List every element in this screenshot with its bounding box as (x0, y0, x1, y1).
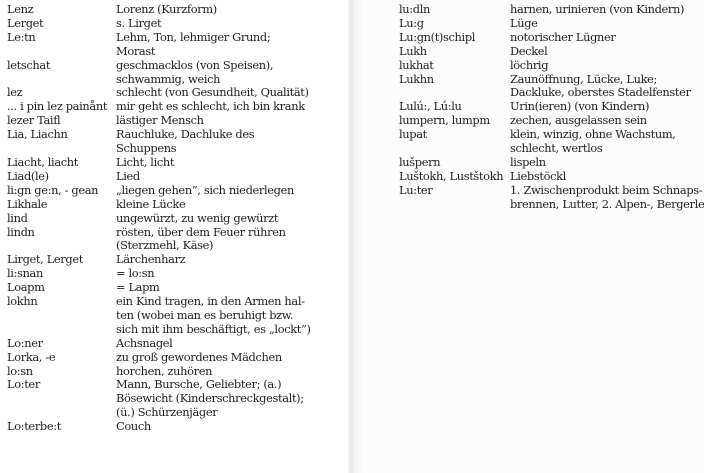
entry-definition (116, 351, 348, 365)
dictionary-entry (399, 114, 704, 128)
definition-line: Liebstöckl (510, 168, 566, 183)
definition-line: schlecht, wertlos (510, 141, 603, 156)
dictionary-entry (7, 267, 348, 281)
definition-line: geschmacklos (von Speisen), (116, 57, 274, 72)
entry-definition (510, 170, 704, 184)
entry-term: Lorka, -e (7, 349, 56, 364)
dictionary-entry (7, 198, 348, 212)
definition-line: Schuppens (116, 141, 177, 156)
definition-line: klein, winzig, ohne Wachstum, (510, 127, 676, 142)
definition-line: rösten, über dem Feuer rühren (116, 224, 286, 239)
entry-term: Lukhn (399, 71, 434, 86)
entry-term: li:gn ge:n, - gean (7, 182, 99, 197)
entry-definition (510, 184, 704, 212)
entry-definition (116, 378, 348, 420)
definition-line: Deckel (510, 43, 548, 58)
entry-definition (116, 31, 348, 59)
entry-definition (510, 73, 704, 101)
entry-term: Likhale (7, 196, 48, 211)
definition-line: sich mit ihm beschäftigt, es „lockt”) (116, 321, 311, 336)
dictionary-entry (399, 156, 704, 170)
dictionary-entry (7, 420, 348, 434)
definition-line: = lo:sn (116, 266, 155, 281)
entry-term: lumpern, lumpm (399, 113, 490, 128)
entry-definition (116, 170, 348, 184)
definition-line: mir geht es schlecht, ich bin krank (116, 99, 305, 114)
entry-definition (510, 17, 704, 31)
definition-line: Morast (116, 43, 156, 58)
definition-line: Lehm, Ton, lehmiger Grund; (116, 29, 271, 44)
entry-term: Liad(le) (7, 168, 49, 183)
entry-definition (116, 3, 348, 17)
definition-line: Achsnagel (116, 335, 173, 350)
definition-line: zechen, ausgelassen sein (510, 113, 647, 128)
entry-definition (116, 59, 348, 87)
dictionary-entry (399, 45, 704, 59)
entry-definition (116, 267, 348, 281)
definition-line: ungewürzt, zu wenig gewürzt (116, 210, 279, 225)
definition-line: brennen, Lutter, 2. Alpen-, Bergerle (510, 196, 704, 211)
dictionary-entry (7, 170, 348, 184)
dictionary-entry (7, 295, 348, 337)
entry-term: Liacht, liacht (7, 154, 79, 169)
dictionary-entry (399, 100, 704, 114)
dictionary-entry (7, 86, 348, 100)
entry-term: Luštokh, Lustštokh (399, 168, 504, 183)
entry-term: Lo:terbe:t (7, 419, 61, 434)
definition-line: lästiger Mensch (116, 113, 204, 128)
definition-line: horchen, zuhören (116, 363, 213, 378)
definition-line: s. Lirget (116, 15, 162, 30)
entry-term: Lo:ner (7, 335, 43, 350)
definition-line: löchrig (510, 57, 549, 72)
dictionary-entry (7, 351, 348, 365)
definition-line: „liegen gehen”, sich niederlegen (116, 182, 295, 197)
dictionary-entry (7, 184, 348, 198)
entry-term: lokhn (7, 294, 38, 309)
entry-definition (116, 17, 348, 31)
entry-definition (116, 156, 348, 170)
entry-term: lušpern (399, 154, 441, 169)
entry-definition (116, 337, 348, 351)
entry-definition (116, 281, 348, 295)
entry-definition (510, 114, 704, 128)
entry-definition (116, 86, 348, 100)
entry-definition (116, 253, 348, 267)
entry-definition (116, 226, 348, 254)
entry-term: Lia, Liachn (7, 127, 68, 142)
definition-line: schlecht (von Gesundheit, Qualität) (116, 85, 309, 100)
definition-line: Licht, licht (116, 154, 175, 169)
entry-definition (510, 3, 704, 17)
entry-term: lezer Taifl (7, 113, 61, 128)
left-page (0, 0, 350, 473)
entry-term: Lu:gn(t)schipl (399, 29, 476, 44)
entry-definition (510, 31, 704, 45)
definition-line: schwammig, weich (116, 71, 221, 86)
definition-line: Bösewicht (Kinderschreckgestalt); (116, 391, 304, 406)
definition-line: ein Kind tragen, in den Armen hal- (116, 294, 305, 309)
definition-line: ten (wobei man es beruhigt bzw. (116, 307, 294, 322)
entry-term: lind (7, 210, 28, 225)
entry-definition (510, 100, 704, 114)
dictionary-entry (7, 212, 348, 226)
entry-term: li:snan (7, 266, 43, 281)
dictionary-entry (7, 59, 348, 87)
entry-term: lez (7, 85, 23, 100)
entry-term: Lulú:, Lú:lu (399, 99, 462, 114)
definition-line: Lorenz (Kurzform) (116, 2, 217, 16)
dictionary-entry (399, 59, 704, 73)
dictionary-entry (7, 226, 348, 254)
entry-term: Le:tn (7, 29, 36, 44)
entry-definition (116, 100, 348, 114)
entry-definition (116, 128, 348, 156)
dictionary-entry (399, 17, 704, 31)
right-page (350, 0, 704, 473)
dictionary-entry (7, 17, 348, 31)
dictionary-entry (399, 170, 704, 184)
dictionary-entry (399, 3, 704, 17)
dictionary-entry (399, 31, 704, 45)
book-gutter (348, 0, 362, 473)
dictionary-entry (7, 128, 348, 156)
definition-line: zu groß gewordenes Mädchen (116, 349, 282, 364)
entry-definition (116, 212, 348, 226)
entry-definition (116, 198, 348, 212)
definition-line: 1. Zwischenprodukt beim Schnaps- (510, 182, 703, 197)
dictionary-entry (7, 337, 348, 351)
definition-line: Lüge (510, 15, 538, 30)
dictionary-entry (7, 100, 348, 114)
definition-line: Urin(ieren) (von Kindern) (510, 99, 650, 114)
definition-line: (Sterzmehl, Käse) (116, 238, 214, 253)
entry-term: lo:sn (7, 363, 33, 378)
entry-term: Lenz (7, 2, 34, 16)
definition-line: Lärchenharz (116, 252, 186, 267)
definition-line: Lied (116, 168, 140, 183)
entry-definition (510, 156, 704, 170)
entry-term: Lukh (399, 43, 427, 58)
entry-definition (116, 365, 348, 379)
entry-term: Lo:ter (7, 377, 40, 392)
entry-term: Loapm (7, 280, 45, 295)
definition-line: notorischer Lügner (510, 29, 616, 44)
dictionary-entry (7, 114, 348, 128)
definition-line: kleine Lücke (116, 196, 186, 211)
entry-definition (116, 114, 348, 128)
entry-term: lindn (7, 224, 35, 239)
definition-line: lispeln (510, 154, 546, 169)
dictionary-entry (7, 253, 348, 267)
definition-line: Zaunöffnung, Lücke, Luke; (510, 71, 658, 86)
entry-term: Lirget, Lerget (7, 252, 83, 267)
entry-term: lu:dln (399, 2, 430, 16)
dictionary-entry (7, 378, 348, 420)
dictionary-entry (399, 73, 704, 101)
dictionary-entry (7, 365, 348, 379)
dictionary-entry (399, 128, 704, 156)
left-entry-list (7, 3, 348, 434)
right-entry-list (399, 3, 704, 212)
definition-line: = Lapm (116, 280, 160, 295)
entry-term: letschat (7, 57, 51, 72)
entry-definition (510, 128, 704, 156)
definition-line: Dackluke, oberstes Stadelfenster (510, 85, 691, 100)
definition-line: Mann, Bursche, Geliebter; (a.) (116, 377, 282, 392)
dictionary-entry (399, 184, 704, 212)
entry-term: Lu:ter (399, 182, 433, 197)
definition-line: Couch (116, 419, 151, 434)
definition-line: (ü.) Schürzenjäger (116, 405, 218, 420)
entry-definition (510, 59, 704, 73)
definition-line: Rauchluke, Dachluke des (116, 127, 255, 142)
entry-term: ... i pin lez painånt (7, 99, 108, 114)
entry-definition (116, 295, 348, 337)
dictionary-entry (7, 3, 348, 17)
definition-line: harnen, urinieren (von Kindern) (510, 2, 685, 16)
dictionary-entry (7, 281, 348, 295)
entry-definition (510, 45, 704, 59)
entry-definition (116, 184, 348, 198)
entry-term: Lu:g (399, 15, 424, 30)
dictionary-entry (7, 156, 348, 170)
entry-term: lukhat (399, 57, 434, 72)
entry-term: Lerget (7, 15, 44, 30)
entry-term: lupat (399, 127, 427, 142)
dictionary-entry (7, 31, 348, 59)
entry-definition (116, 420, 348, 434)
